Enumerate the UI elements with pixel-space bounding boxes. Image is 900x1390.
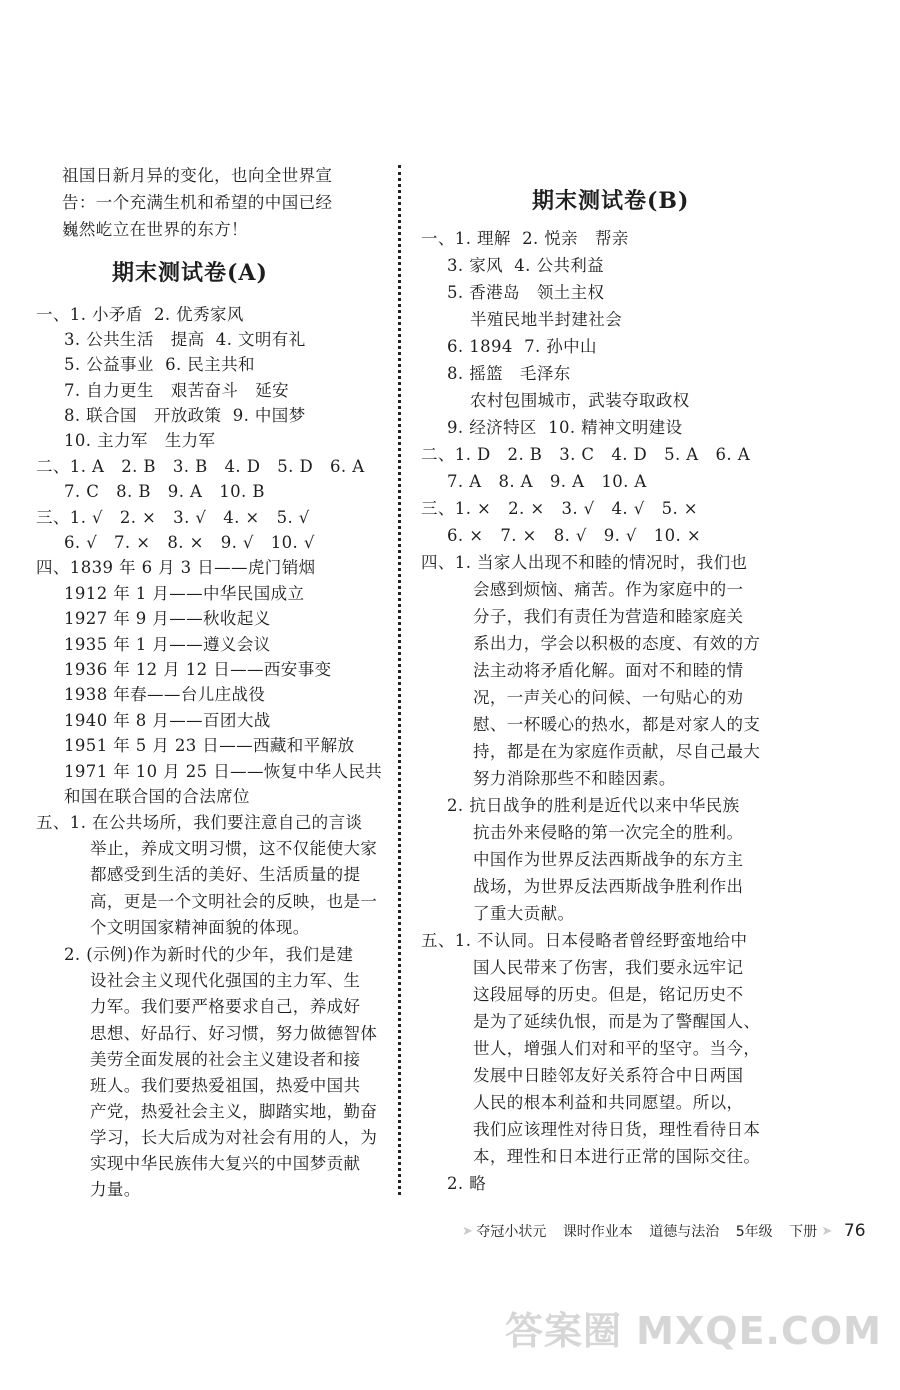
answer-line: 2. 抗日战争的胜利是近代以来中华民族 (447, 796, 740, 815)
intro-line: 祖国日新月异的变化，也向全世界宣 (62, 166, 333, 185)
section-title-a: 期末测试卷(A) (112, 260, 268, 286)
answer-line: 3. 公共生活 提高 4. 文明有礼 (64, 330, 306, 349)
answer-line: 系出力，学会以积极的态度、有效的方 (473, 634, 761, 653)
answer-line: 6. √ 7. × 8. × 9. √ 10. √ (64, 533, 315, 552)
watermark: 答案圈 MXQE.COM (504, 1309, 882, 1353)
answer-line: 1971 年 10 月 25 日——恢复中华人民共 (64, 762, 383, 781)
answer-line: 举止，养成文明习惯，这不仅能使大家 (90, 839, 378, 858)
answer-line: 个文明国家精神面貌的体现。 (90, 918, 310, 937)
answer-line: 7. C 8. B 9. A 10. B (64, 482, 265, 501)
answer-line: 思想、好品行、好习惯，努力做德智体 (90, 1024, 378, 1043)
answer-line: 三、1. √ 2. × 3. √ 4. × 5. √ (36, 508, 310, 527)
answer-line: 一、1. 小矛盾 2. 优秀家风 (36, 305, 244, 324)
answer-line: 农村包围城市，武装夺取政权 (470, 391, 690, 410)
answer-line: 设社会主义现代化强国的主力军、生 (90, 971, 361, 990)
answer-line: 1935 年 1 月——遵义会议 (64, 635, 271, 654)
answer-line: 世人，增强人们对和平的坚守。当今， (473, 1039, 761, 1058)
answer-line: 二、1. D 2. B 3. C 4. D 5. A 6. A (421, 445, 751, 464)
answer-line: 5. 公益事业 6. 民主共和 (64, 355, 255, 374)
footer-subject: 道德与法治 (649, 1224, 720, 1240)
answer-line: 3. 家风 4. 公共利益 (447, 256, 605, 275)
answer-line: 三、1. × 2. × 3. √ 4. √ 5. × (421, 499, 698, 518)
answer-line: 了重大贡献。 (473, 904, 575, 923)
answer-line: 法主动将矛盾化解。面对不和睦的情 (473, 661, 744, 680)
answer-line: 10. 主力军 生力军 (64, 431, 216, 450)
answer-line: 学习，长大后成为对社会有用的人，为 (90, 1128, 378, 1147)
answer-line: 五、1. 不认同。日本侵略者曾经野蛮地给中 (421, 931, 748, 950)
answer-line: 1912 年 1 月——中华民国成立 (64, 584, 305, 603)
answer-line: 四、1. 当家人出现不和睦的情况时，我们也 (421, 553, 748, 572)
answer-line: 1936 年 12 月 12 日——西安事变 (64, 660, 332, 679)
answer-line: 实现中华民族伟大复兴的中国梦贡献 (90, 1154, 361, 1173)
answer-line: 半殖民地半封建社会 (470, 310, 623, 329)
answer-line: 和国在联合国的合法席位 (64, 787, 250, 806)
answer-line: 5. 香港岛 领土主权 (447, 283, 605, 302)
answer-line: 都感受到生活的美好、生活质量的提 (90, 865, 361, 884)
answer-line: 发展中日睦邻友好关系符合中日两国 (473, 1066, 744, 1085)
answer-line: 2. 略 (447, 1174, 487, 1193)
answer-line: 五、1. 在公共场所，我们要注意自己的言谈 (36, 813, 363, 832)
answer-line: 是为了延续仇恨，而是为了警醒国人、 (473, 1012, 761, 1031)
answer-line: 1938 年春——台儿庄战役 (64, 685, 266, 704)
answer-line: 6. × 7. × 8. √ 9. √ 10. × (447, 526, 702, 545)
answer-line: 四、1839 年 6 月 3 日——虎门销烟 (36, 558, 316, 577)
footer-book: 课时作业本 (562, 1224, 633, 1240)
intro-line: 告：一个充满生机和希望的中国已经 (62, 193, 333, 212)
answer-line: 努力消除那些不和睦因素。 (473, 769, 676, 788)
intro-line: 巍然屹立在世界的东方！ (62, 220, 248, 239)
column-divider (398, 165, 401, 1195)
answer-line: 1940 年 8 月——百团大战 (64, 711, 271, 730)
answer-line: 8. 摇篮 毛泽东 (447, 364, 571, 383)
answer-line: 6. 1894 7. 孙中山 (447, 337, 597, 356)
answer-line: 美劳全面发展的社会主义建设者和接 (90, 1050, 361, 1069)
answer-line: 1951 年 5 月 23 日——西藏和平解放 (64, 736, 355, 755)
answer-line: 人民的根本利益和共同愿望。所以， (473, 1093, 744, 1112)
answer-line: 7. A 8. A 9. A 10. A (447, 472, 647, 491)
answer-line: 况，一声关心的问候、一句贴心的劝 (473, 688, 744, 707)
answer-line: 8. 联合国 开放政策 9. 中国梦 (64, 406, 306, 425)
answer-line: 班人。我们要热爱祖国，热爱中国共 (90, 1076, 361, 1095)
section-title-b: 期末测试卷(B) (532, 188, 690, 214)
answer-line: 力军。我们要严格要求自己，养成好 (90, 997, 361, 1016)
answer-line: 力量。 (90, 1180, 141, 1199)
answer-line: 我们应该理性对待日货，理性看待日本 (473, 1120, 761, 1139)
answer-line: 战场，为世界反法西斯战争胜利作出 (473, 877, 744, 896)
page-number: 76 (843, 1221, 866, 1241)
answer-line: 抗击外来侵略的第一次完全的胜利。 (473, 823, 744, 842)
chevron-right-icon: ➤ (821, 1223, 830, 1239)
answer-line: 7. 自力更生 艰苦奋斗 延安 (64, 381, 290, 400)
footer-volume: 下册 (789, 1224, 818, 1240)
page-footer (462, 1221, 866, 1243)
answer-line: 会感到烦恼、痛苦。作为家庭中的一 (473, 580, 744, 599)
answer-line: 二、1. A 2. B 3. B 4. D 5. D 6. A (36, 457, 365, 476)
answer-line: 产党，热爱社会主义，脚踏实地，勤奋 (90, 1102, 378, 1121)
answer-line: 慰、一杯暖心的热水，都是对家人的支 (473, 715, 761, 734)
answer-line: 中国作为世界反法西斯战争的东方主 (473, 850, 744, 869)
answer-line: 高，更是一个文明社会的反映，也是一 (90, 892, 378, 911)
answer-line: 国人民带来了伤害，我们要永远牢记 (473, 958, 744, 977)
answer-line: 持，都是在为家庭作贡献，尽自己最大 (473, 742, 761, 761)
answer-line: 2. (示例)作为新时代的少年，我们是建 (64, 945, 354, 964)
footer-grade: 5年级 (735, 1224, 773, 1240)
answer-line: 1927 年 9 月——秋收起义 (64, 609, 271, 628)
answer-line: 这段屈辱的历史。但是，铭记历史不 (473, 985, 744, 1004)
chevron-right-icon: ➤ (462, 1223, 470, 1239)
footer-series: 夺冠小状元 (476, 1224, 547, 1240)
answer-line: 9. 经济特区 10. 精神文明建设 (447, 418, 683, 437)
answer-line: 分子，我们有责任为营造和睦家庭关 (473, 607, 744, 626)
answer-line: 一、1. 理解 2. 悦亲 帮亲 (421, 229, 629, 248)
answer-line: 本，理性和日本进行正常的国际交往。 (473, 1147, 761, 1166)
